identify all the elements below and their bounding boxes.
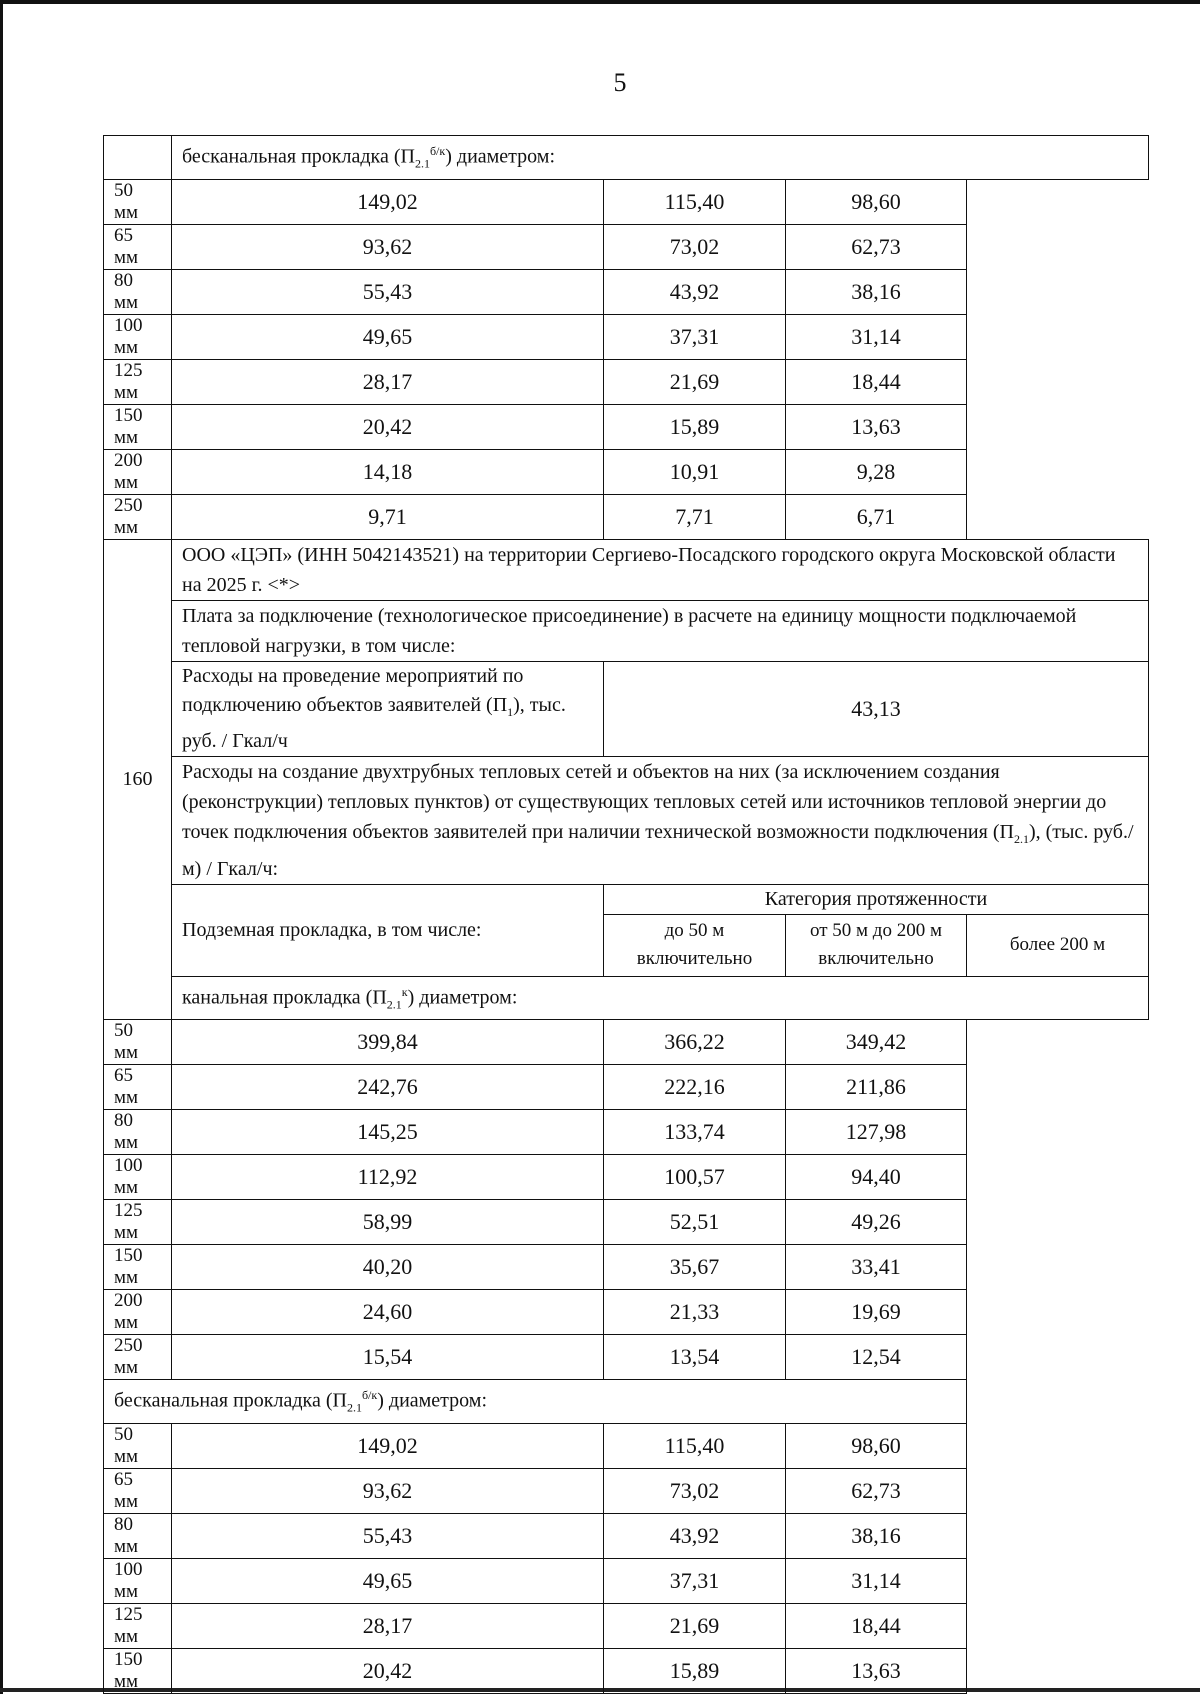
table-row bbox=[104, 1648, 1149, 1693]
value-over-200: 62,73 bbox=[786, 224, 967, 269]
value-50-200: 15,89 bbox=[604, 1648, 786, 1693]
channel-heading: канальная прокладка $(П_{2.1}^к)$ диаметром: bbox=[172, 976, 1149, 1020]
value-over-200: 98,60 bbox=[786, 179, 967, 224]
value-over-200: 9,28 bbox=[786, 449, 967, 494]
diameter-cell: 80 мм bbox=[104, 269, 172, 314]
continuation-index-cell bbox=[104, 136, 172, 180]
table-row bbox=[104, 1155, 1149, 1200]
value-50-200: 73,02 bbox=[604, 1468, 786, 1513]
value-up-to-50: 28,17 bbox=[172, 1603, 604, 1648]
value-50-200: 15,89 bbox=[604, 404, 786, 449]
value-up-to-50: 20,42 bbox=[172, 1648, 604, 1693]
p21-description: Расходы на создание двухтрубных тепловых сетей и объектов на них (за исключением создания (реконструкции) тепловых пунктов) от существующих тепловых сетей или источников тепловой энергии до точек подключения объектов заявителей при наличии технической возможности подключения $(П_{2.1})$, (тыс. руб./м) / Гкал/ч: bbox=[172, 756, 1149, 884]
scan-border-left bbox=[0, 0, 3, 1694]
value-50-200: 7,71 bbox=[604, 494, 786, 539]
value-50-200: 43,92 bbox=[604, 269, 786, 314]
value-50-200: 37,31 bbox=[604, 1558, 786, 1603]
value-over-200: 62,73 bbox=[786, 1468, 967, 1513]
value-50-200: 21,33 bbox=[604, 1290, 786, 1335]
table-row bbox=[104, 1603, 1149, 1648]
diameter-cell: 150 мм bbox=[104, 1648, 172, 1693]
value-up-to-50: 20,42 bbox=[172, 404, 604, 449]
value-50-200: 222,16 bbox=[604, 1065, 786, 1110]
diameter-cell: 50 мм bbox=[104, 179, 172, 224]
value-over-200: 49,26 bbox=[786, 1200, 967, 1245]
value-over-200: 31,14 bbox=[786, 314, 967, 359]
value-over-200: 38,16 bbox=[786, 269, 967, 314]
table-row bbox=[104, 359, 1149, 404]
diameter-cell: 65 мм bbox=[104, 224, 172, 269]
value-50-200: 43,92 bbox=[604, 1513, 786, 1558]
value-up-to-50: 55,43 bbox=[172, 1513, 604, 1558]
channelless-rows bbox=[104, 1423, 1149, 1693]
diameter-cell: 80 мм bbox=[104, 1110, 172, 1155]
table-row bbox=[104, 179, 1149, 224]
table-row bbox=[104, 1065, 1149, 1110]
channelless-heading: бесканальная прокладка $(П_{2.1}^{б/к})$ диаметром: bbox=[104, 1380, 967, 1424]
value-over-200: 349,42 bbox=[786, 1020, 967, 1065]
value-over-200: 6,71 bbox=[786, 494, 967, 539]
value-up-to-50: 40,20 bbox=[172, 1245, 604, 1290]
p1-value: 43,13 bbox=[604, 661, 1149, 756]
diameter-cell: 125 мм bbox=[104, 1603, 172, 1648]
diameter-cell: 200 мм bbox=[104, 449, 172, 494]
value-up-to-50: 93,62 bbox=[172, 1468, 604, 1513]
tariff-table bbox=[103, 135, 1149, 1694]
underground-label: Подземная прокладка, в том числе: bbox=[172, 884, 604, 976]
value-50-200: 115,40 bbox=[604, 1423, 786, 1468]
value-up-to-50: 24,60 bbox=[172, 1290, 604, 1335]
diameter-cell: 100 мм bbox=[104, 1155, 172, 1200]
value-50-200: 37,31 bbox=[604, 314, 786, 359]
value-up-to-50: 145,25 bbox=[172, 1110, 604, 1155]
entry-number: 160 bbox=[104, 539, 172, 1020]
value-over-200: 31,14 bbox=[786, 1558, 967, 1603]
value-over-200: 38,16 bbox=[786, 1513, 967, 1558]
value-over-200: 98,60 bbox=[786, 1423, 967, 1468]
value-50-200: 115,40 bbox=[604, 179, 786, 224]
value-over-200: 13,63 bbox=[786, 1648, 967, 1693]
table-row bbox=[104, 449, 1149, 494]
diameter-cell: 50 мм bbox=[104, 1423, 172, 1468]
table-row bbox=[104, 494, 1149, 539]
diameter-cell: 125 мм bbox=[104, 359, 172, 404]
table-row bbox=[104, 269, 1149, 314]
table-row bbox=[104, 1335, 1149, 1380]
value-50-200: 13,54 bbox=[604, 1335, 786, 1380]
table-row bbox=[104, 1468, 1149, 1513]
diameter-cell: 150 мм bbox=[104, 1245, 172, 1290]
channel-rows bbox=[104, 1020, 1149, 1380]
table-row bbox=[104, 1200, 1149, 1245]
diameter-cell: 250 мм bbox=[104, 1335, 172, 1380]
value-over-200: 12,54 bbox=[786, 1335, 967, 1380]
table-row bbox=[104, 1245, 1149, 1290]
diameter-cell: 100 мм bbox=[104, 1558, 172, 1603]
value-up-to-50: 49,65 bbox=[172, 1558, 604, 1603]
diameter-cell: 150 мм bbox=[104, 404, 172, 449]
value-over-200: 19,69 bbox=[786, 1290, 967, 1335]
value-over-200: 94,40 bbox=[786, 1155, 967, 1200]
value-50-200: 10,91 bbox=[604, 449, 786, 494]
value-up-to-50: 14,18 bbox=[172, 449, 604, 494]
col-header-up-to-50: до 50 м включительно bbox=[604, 914, 786, 976]
col-header-50-200: от 50 м до 200 м включительно bbox=[786, 914, 967, 976]
table-row bbox=[104, 1290, 1149, 1335]
value-over-200: 127,98 bbox=[786, 1110, 967, 1155]
diameter-cell: 250 мм bbox=[104, 494, 172, 539]
diameter-cell: 125 мм bbox=[104, 1200, 172, 1245]
value-up-to-50: 93,62 bbox=[172, 224, 604, 269]
value-50-200: 21,69 bbox=[604, 359, 786, 404]
value-over-200: 13,63 bbox=[786, 404, 967, 449]
value-up-to-50: 9,71 bbox=[172, 494, 604, 539]
page-number: 5 bbox=[613, 68, 627, 97]
diameter-cell: 200 мм bbox=[104, 1290, 172, 1335]
value-up-to-50: 242,76 bbox=[172, 1065, 604, 1110]
diameter-cell: 65 мм bbox=[104, 1065, 172, 1110]
diameter-cell: 80 мм bbox=[104, 1513, 172, 1558]
table-row bbox=[104, 1020, 1149, 1065]
table-row bbox=[104, 224, 1149, 269]
continuation-rows bbox=[104, 179, 1149, 539]
value-50-200: 52,51 bbox=[604, 1200, 786, 1245]
value-50-200: 366,22 bbox=[604, 1020, 786, 1065]
value-up-to-50: 149,02 bbox=[172, 179, 604, 224]
value-over-200: 18,44 bbox=[786, 1603, 967, 1648]
value-50-200: 100,57 bbox=[604, 1155, 786, 1200]
continuation-heading: бесканальная прокладка $(П_{2.1}^{б/к})$ диаметром: bbox=[172, 136, 1149, 180]
table-row bbox=[104, 404, 1149, 449]
value-over-200: 33,41 bbox=[786, 1245, 967, 1290]
scan-border-top bbox=[0, 0, 1200, 4]
value-50-200: 35,67 bbox=[604, 1245, 786, 1290]
value-50-200: 133,74 bbox=[604, 1110, 786, 1155]
org-title: ООО «ЦЭП» (ИНН 5042143521) на территории Сергиево-Посадского городского округа Московской области на 2025 г. <*> bbox=[172, 539, 1149, 600]
fee-description: Плата за подключение (технологическое присоединение) в расчете на единицу мощности подключаемой тепловой нагрузки, в том числе: bbox=[172, 600, 1149, 661]
diameter-cell: 50 мм bbox=[104, 1020, 172, 1065]
p1-label: Расходы на проведение мероприятий по подключению объектов заявителей $(П_1)$, тыс. руб. / Гкал/ч bbox=[172, 661, 604, 756]
value-up-to-50: 49,65 bbox=[172, 314, 604, 359]
value-50-200: 21,69 bbox=[604, 1603, 786, 1648]
value-up-to-50: 112,92 bbox=[172, 1155, 604, 1200]
value-over-200: 18,44 bbox=[786, 359, 967, 404]
value-up-to-50: 149,02 bbox=[172, 1423, 604, 1468]
table-row bbox=[104, 314, 1149, 359]
table-row bbox=[104, 1110, 1149, 1155]
value-up-to-50: 28,17 bbox=[172, 359, 604, 404]
value-up-to-50: 15,54 bbox=[172, 1335, 604, 1380]
table-row bbox=[104, 1513, 1149, 1558]
value-50-200: 73,02 bbox=[604, 224, 786, 269]
category-header: Категория протяженности bbox=[604, 884, 1149, 914]
diameter-cell: 100 мм bbox=[104, 314, 172, 359]
value-up-to-50: 55,43 bbox=[172, 269, 604, 314]
value-up-to-50: 58,99 bbox=[172, 1200, 604, 1245]
value-over-200: 211,86 bbox=[786, 1065, 967, 1110]
table-row bbox=[104, 1423, 1149, 1468]
diameter-cell: 65 мм bbox=[104, 1468, 172, 1513]
value-up-to-50: 399,84 bbox=[172, 1020, 604, 1065]
table-row bbox=[104, 1558, 1149, 1603]
col-header-over-200: более 200 м bbox=[967, 914, 1149, 976]
